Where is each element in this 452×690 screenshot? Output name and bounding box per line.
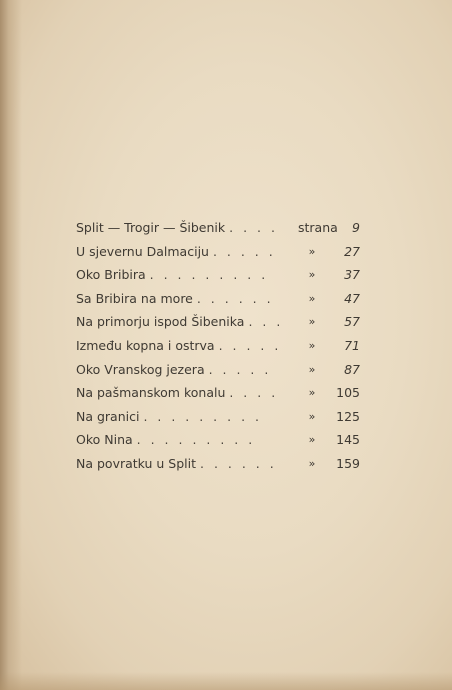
toc-entry-ditto-mark: »	[308, 362, 316, 376]
toc-entry-title: Između kopna i ostrva . . . . .	[76, 337, 282, 353]
toc-entry-page-label: strana	[298, 220, 338, 235]
toc-entry	[76, 405, 360, 429]
toc-entry-title: Oko Bribira . . . . . . . . .	[76, 267, 269, 283]
toc-entry-title: Na pašmanskom konalu . . . .	[76, 385, 279, 401]
toc-entry-title: U sjevernu Dalmaciju . . . . .	[76, 243, 276, 259]
toc-entry-title: Oko Vranskog jezera . . . . .	[76, 361, 272, 377]
toc-leader-dots: . . . .	[229, 220, 278, 235]
toc-entry	[76, 381, 360, 405]
toc-leader-dots: . . .	[248, 314, 284, 330]
toc-entry	[76, 428, 360, 452]
toc-entry-ditto-mark: »	[308, 338, 316, 352]
toc-leader-dots: . . . . .	[212, 243, 276, 259]
toc-entry	[76, 452, 360, 476]
toc-entry-ditto-mark: »	[308, 244, 316, 258]
toc-entry-title: Split — Trogir — Šibenik . . . .	[76, 220, 278, 235]
toc-leader-dots: . . . . . . . . .	[143, 408, 263, 424]
toc-entry-page-number: 105	[336, 385, 360, 401]
toc-entry-title: Sa Bribira na more . . . . . .	[76, 290, 274, 306]
toc-leader-dots: . . . . . . . . .	[136, 432, 256, 448]
page-bottom-edge	[0, 672, 452, 690]
toc-leader-dots: . . . . . .	[200, 455, 277, 471]
table-of-contents	[76, 216, 360, 476]
toc-entry-page-number: 9	[352, 220, 360, 235]
toc-entry-page-number: 57	[344, 314, 360, 330]
toc-leader-dots: . . . .	[229, 385, 279, 401]
toc-entry-ditto-mark: »	[308, 268, 316, 282]
toc-entry	[76, 287, 360, 311]
toc-entry-ditto-mark: »	[308, 433, 316, 447]
toc-entry-ditto-mark: »	[308, 291, 316, 305]
toc-entry	[76, 216, 360, 240]
toc-entry-ditto-mark: »	[308, 409, 316, 423]
toc-entry-title: Oko Nina . . . . . . . . .	[76, 432, 256, 448]
toc-entry-ditto-mark: »	[308, 315, 316, 329]
toc-leader-dots: . . . . . .	[196, 290, 274, 306]
toc-entry-page-number: 159	[336, 455, 360, 471]
toc-entry-page-number: 145	[336, 432, 360, 448]
toc-entry-title: Na primorju ispod Šibenika . . .	[76, 314, 284, 330]
toc-leader-dots: . . . . .	[208, 361, 272, 377]
toc-entry-ditto-mark: »	[308, 456, 316, 470]
toc-entry	[76, 310, 360, 334]
toc-entry-page-number: 125	[336, 408, 360, 424]
toc-entry	[76, 263, 360, 287]
toc-entry	[76, 240, 360, 264]
toc-entry-page-number: 37	[344, 267, 360, 283]
toc-entry-title: Na povratku u Split . . . . . .	[76, 455, 277, 471]
toc-entry-page-number: 87	[344, 361, 360, 377]
toc-leader-dots: . . . . . . . . .	[149, 267, 269, 283]
toc-entry-ditto-mark: »	[308, 386, 316, 400]
toc-entry	[76, 334, 360, 358]
toc-entry-title: Na granici . . . . . . . . .	[76, 408, 263, 424]
toc-entry-page-number: 71	[344, 337, 360, 353]
toc-entry-page-number: 27	[344, 243, 360, 259]
toc-leader-dots: . . . . .	[218, 337, 282, 353]
toc-entry-page-number: 47	[344, 290, 360, 306]
page-spine-shadow	[0, 0, 22, 690]
toc-entry	[76, 358, 360, 382]
